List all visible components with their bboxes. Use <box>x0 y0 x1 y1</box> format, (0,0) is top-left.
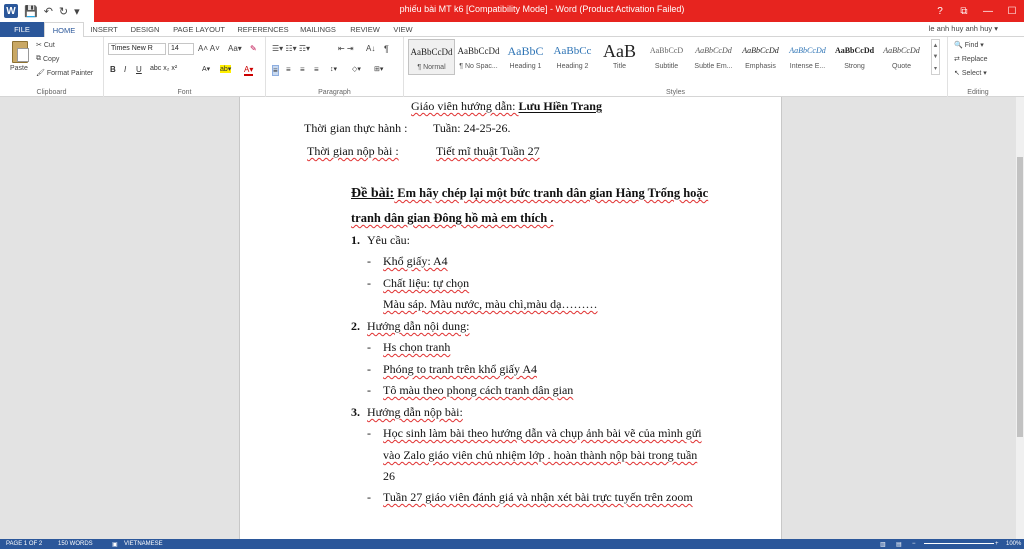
show-marks-button[interactable]: ¶ <box>384 44 389 54</box>
font-color-button[interactable]: A▾ <box>244 65 254 74</box>
status-bar <box>0 539 1024 549</box>
ribbon-home <box>0 37 1024 97</box>
italic-button[interactable]: I <box>124 65 127 74</box>
dash-2b: - <box>367 362 371 376</box>
practice-time-line: Thời gian thực hành : <box>304 121 408 135</box>
section-3-title: Hướng dẫn nộp bài: <box>367 405 463 419</box>
style-heading-2[interactable]: AaBbCc Heading 2 <box>553 45 592 70</box>
section-1-title: Yêu cầu: <box>367 233 410 247</box>
list-item: Chất liệu: tự chọn <box>383 276 470 290</box>
zoom-out-icon[interactable]: − <box>912 541 916 547</box>
undo-icon[interactable]: ↶ <box>43 5 53 18</box>
language-indicator[interactable]: VIETNAMESE <box>124 541 163 547</box>
minimize-button[interactable]: — <box>983 5 993 17</box>
clipboard-group <box>0 37 104 97</box>
dash-2c: - <box>367 383 371 397</box>
read-mode-icon[interactable]: ▥ <box>880 542 886 548</box>
brush-icon: 🖌 <box>36 70 45 77</box>
list-item: Phóng to tranh trên khổ giấy A4 <box>383 362 537 376</box>
style-heading-1[interactable]: AaBbC Heading 1 <box>507 44 544 70</box>
editing-label: Editing <box>967 89 989 96</box>
list-item: Tô màu theo phong cách tranh dân gian <box>383 383 574 397</box>
section-1-number: 1. <box>351 233 360 247</box>
user-account[interactable]: le anh huy anh huy ▾ <box>928 24 998 33</box>
cut-button[interactable]: ✂ Cut <box>36 41 55 49</box>
line-spacing-button[interactable]: ↕▾ <box>330 66 338 73</box>
change-case-button[interactable]: Aa▾ <box>228 44 242 53</box>
word-count[interactable]: 150 WORDS <box>58 541 93 547</box>
page-count[interactable]: PAGE 1 OF 2 <box>6 541 43 547</box>
submit-time-line: Thời gian nộp bài : <box>307 144 399 158</box>
sort-button[interactable]: A↓ <box>366 44 376 53</box>
dash-2a: - <box>367 340 371 354</box>
font-group <box>104 37 266 97</box>
strike-sub-super-buttons[interactable]: abc x₂ x² <box>150 65 178 72</box>
bold-button[interactable]: B <box>110 65 116 74</box>
highlight-button[interactable]: ab▾ <box>220 66 232 73</box>
paragraph-label: Paragraph <box>318 89 351 96</box>
style-no-spacing[interactable]: AaBbCcDd ¶ No Spac... <box>457 46 500 70</box>
paragraph-group <box>266 37 404 97</box>
title-bar <box>0 0 1024 22</box>
tab-review[interactable]: REVIEW <box>350 25 380 34</box>
list-item: Khổ giấy: A4 <box>383 254 448 268</box>
list-item: Màu sáp. Màu nước, màu chì,màu dạ……… <box>383 297 598 311</box>
styles-label: Styles <box>665 89 686 96</box>
list-item: vào Zalo giáo viên chủ nhiệm lớp . hoàn thành nộp bài trong tuần <box>383 448 698 462</box>
bullets-button[interactable]: ☰▾ ☷▾ ☶▾ <box>272 44 311 53</box>
borders-button[interactable]: ⊞▾ <box>374 66 384 73</box>
binoculars-icon: 🔍 <box>954 42 963 49</box>
help-button[interactable]: ? <box>937 5 943 17</box>
style-normal[interactable]: AaBbCcDd ¶ Normal <box>408 39 455 75</box>
tab-home[interactable]: HOME <box>44 22 84 38</box>
scrollbar-thumb[interactable] <box>1017 157 1023 437</box>
style-quote[interactable]: AaBbCcDd Quote <box>883 46 920 70</box>
window-title: phiếu bài MT k6 [Compatibility Mode] - Word (Product Activation Failed) <box>399 4 685 14</box>
clipboard-label: Clipboard <box>36 89 67 96</box>
styles-gallery-scroll[interactable] <box>931 39 940 75</box>
font-label: Font <box>177 89 192 96</box>
ribbon-display-button[interactable]: ⧉ <box>960 5 968 17</box>
tab-file[interactable]: FILE <box>0 22 44 37</box>
text-effects-button[interactable]: A▾ <box>202 66 211 73</box>
clear-format-icon[interactable]: ✎ <box>250 44 257 53</box>
tab-references[interactable]: REFERENCES <box>237 25 289 34</box>
copy-icon: ⧉ <box>36 55 41 62</box>
style-subtle-emphasis[interactable]: AaBbCcDd Subtle Em... <box>694 46 733 70</box>
document-page[interactable] <box>239 97 782 539</box>
zoom-level[interactable]: 100% <box>1006 541 1022 547</box>
tab-design[interactable]: DESIGN <box>130 25 160 34</box>
copy-button[interactable]: ⧉ Copy <box>36 55 60 63</box>
section-3-number: 3. <box>351 405 360 419</box>
customize-qat-icon[interactable]: ▾ <box>74 5 80 18</box>
editing-group <box>948 37 1008 97</box>
word-logo-icon[interactable]: W <box>4 4 18 18</box>
format-painter-button[interactable]: 🖌 Format Painter <box>36 69 94 77</box>
paste-icon[interactable] <box>12 41 28 63</box>
more-icon[interactable]: ▾ <box>933 65 937 72</box>
section-2-number: 2. <box>351 319 360 333</box>
dash-1a: - <box>367 254 371 268</box>
window-controls <box>928 0 1024 22</box>
underline-button[interactable]: U <box>136 65 142 74</box>
paste-button[interactable]: Paste <box>10 65 28 72</box>
indent-buttons[interactable]: ⇤ ⇥ <box>338 44 354 53</box>
justify-button[interactable]: ≡ <box>314 65 319 74</box>
scissors-icon: ✂ <box>36 42 42 49</box>
replace-button[interactable]: ⇄ Replace <box>954 55 988 63</box>
document-area <box>0 97 1016 539</box>
font-name-box[interactable]: Times New R <box>108 43 166 55</box>
list-item: 26 <box>383 469 395 483</box>
style-intense-emphasis[interactable]: AaBbCcDd Intense E... <box>789 46 826 70</box>
teacher-line: Giáo viên hướng dẫn: Lưu Hiền Trang <box>411 99 602 113</box>
dash-1b: - <box>367 276 371 290</box>
style-subtitle[interactable]: AaBbCcD Subtitle <box>649 46 684 70</box>
chevron-down-icon[interactable]: ▼ <box>932 53 939 60</box>
grow-font-button[interactable]: A˄ A˅ <box>198 44 220 53</box>
tab-mailings[interactable]: MAILINGS <box>300 25 336 34</box>
align-center-button[interactable]: ≡ <box>286 65 291 74</box>
cursor-icon: ↖ <box>954 70 960 77</box>
style-emphasis[interactable]: AaBbCcDd Emphasis <box>742 46 779 70</box>
print-layout-icon[interactable]: ▤ <box>896 542 902 548</box>
tab-insert[interactable]: INSERT <box>90 25 118 34</box>
redo-icon[interactable]: ↻ <box>58 5 69 18</box>
list-item: Học sinh làm bài theo hướng dẫn và chụp ảnh bài vẽ của mình gửi <box>383 426 702 440</box>
find-button[interactable]: 🔍 Find ▾ <box>954 42 984 49</box>
submit-time-value: Tiết mĩ thuật Tuần 27 <box>436 144 540 158</box>
chevron-up-icon[interactable]: ▲ <box>932 42 939 49</box>
section-2-title: Hướng dẫn nội dung: <box>367 319 470 333</box>
de-bai-line-2: tranh dân gian Đông hồ mà em thích . <box>351 211 554 225</box>
practice-time-value: Tuần: 24-25-26. <box>433 121 511 135</box>
vertical-scrollbar[interactable] <box>1016 97 1024 539</box>
tab-view[interactable]: VIEW <box>393 25 413 34</box>
save-icon[interactable]: 💾 <box>24 5 38 18</box>
font-size-box[interactable]: 14 <box>168 43 194 55</box>
replace-icon: ⇄ <box>954 56 960 63</box>
de-bai-line-1: Đề bài: Em hãy chép lại một bức tranh dân gian Hàng Trống hoặc <box>351 186 709 201</box>
maximize-button[interactable]: ☐ <box>1007 5 1017 17</box>
zoom-in-icon[interactable]: + <box>995 541 999 547</box>
dash-3a: - <box>367 426 371 440</box>
styles-group <box>404 37 948 97</box>
proofing-icon[interactable]: ▣ <box>112 542 118 548</box>
dash-3b: - <box>367 490 371 504</box>
ribbon-tabs <box>0 22 1024 37</box>
style-strong[interactable]: AaBbCcDd Strong <box>834 46 875 70</box>
tab-page-layout[interactable]: PAGE LAYOUT <box>173 25 225 34</box>
zoom-slider[interactable] <box>924 543 994 544</box>
align-right-button[interactable]: ≡ <box>300 65 305 74</box>
list-item: Hs chọn tranh <box>383 340 451 354</box>
list-item: Tuần 27 giáo viên đánh giá và nhận xét bài trực tuyến trên zoom <box>383 490 693 504</box>
align-left-button[interactable]: ≡ <box>273 66 278 75</box>
shading-button[interactable]: ◇▾ <box>352 66 361 73</box>
style-title[interactable]: AaB Title <box>603 41 636 70</box>
select-button[interactable]: ↖ Select ▾ <box>954 70 987 77</box>
